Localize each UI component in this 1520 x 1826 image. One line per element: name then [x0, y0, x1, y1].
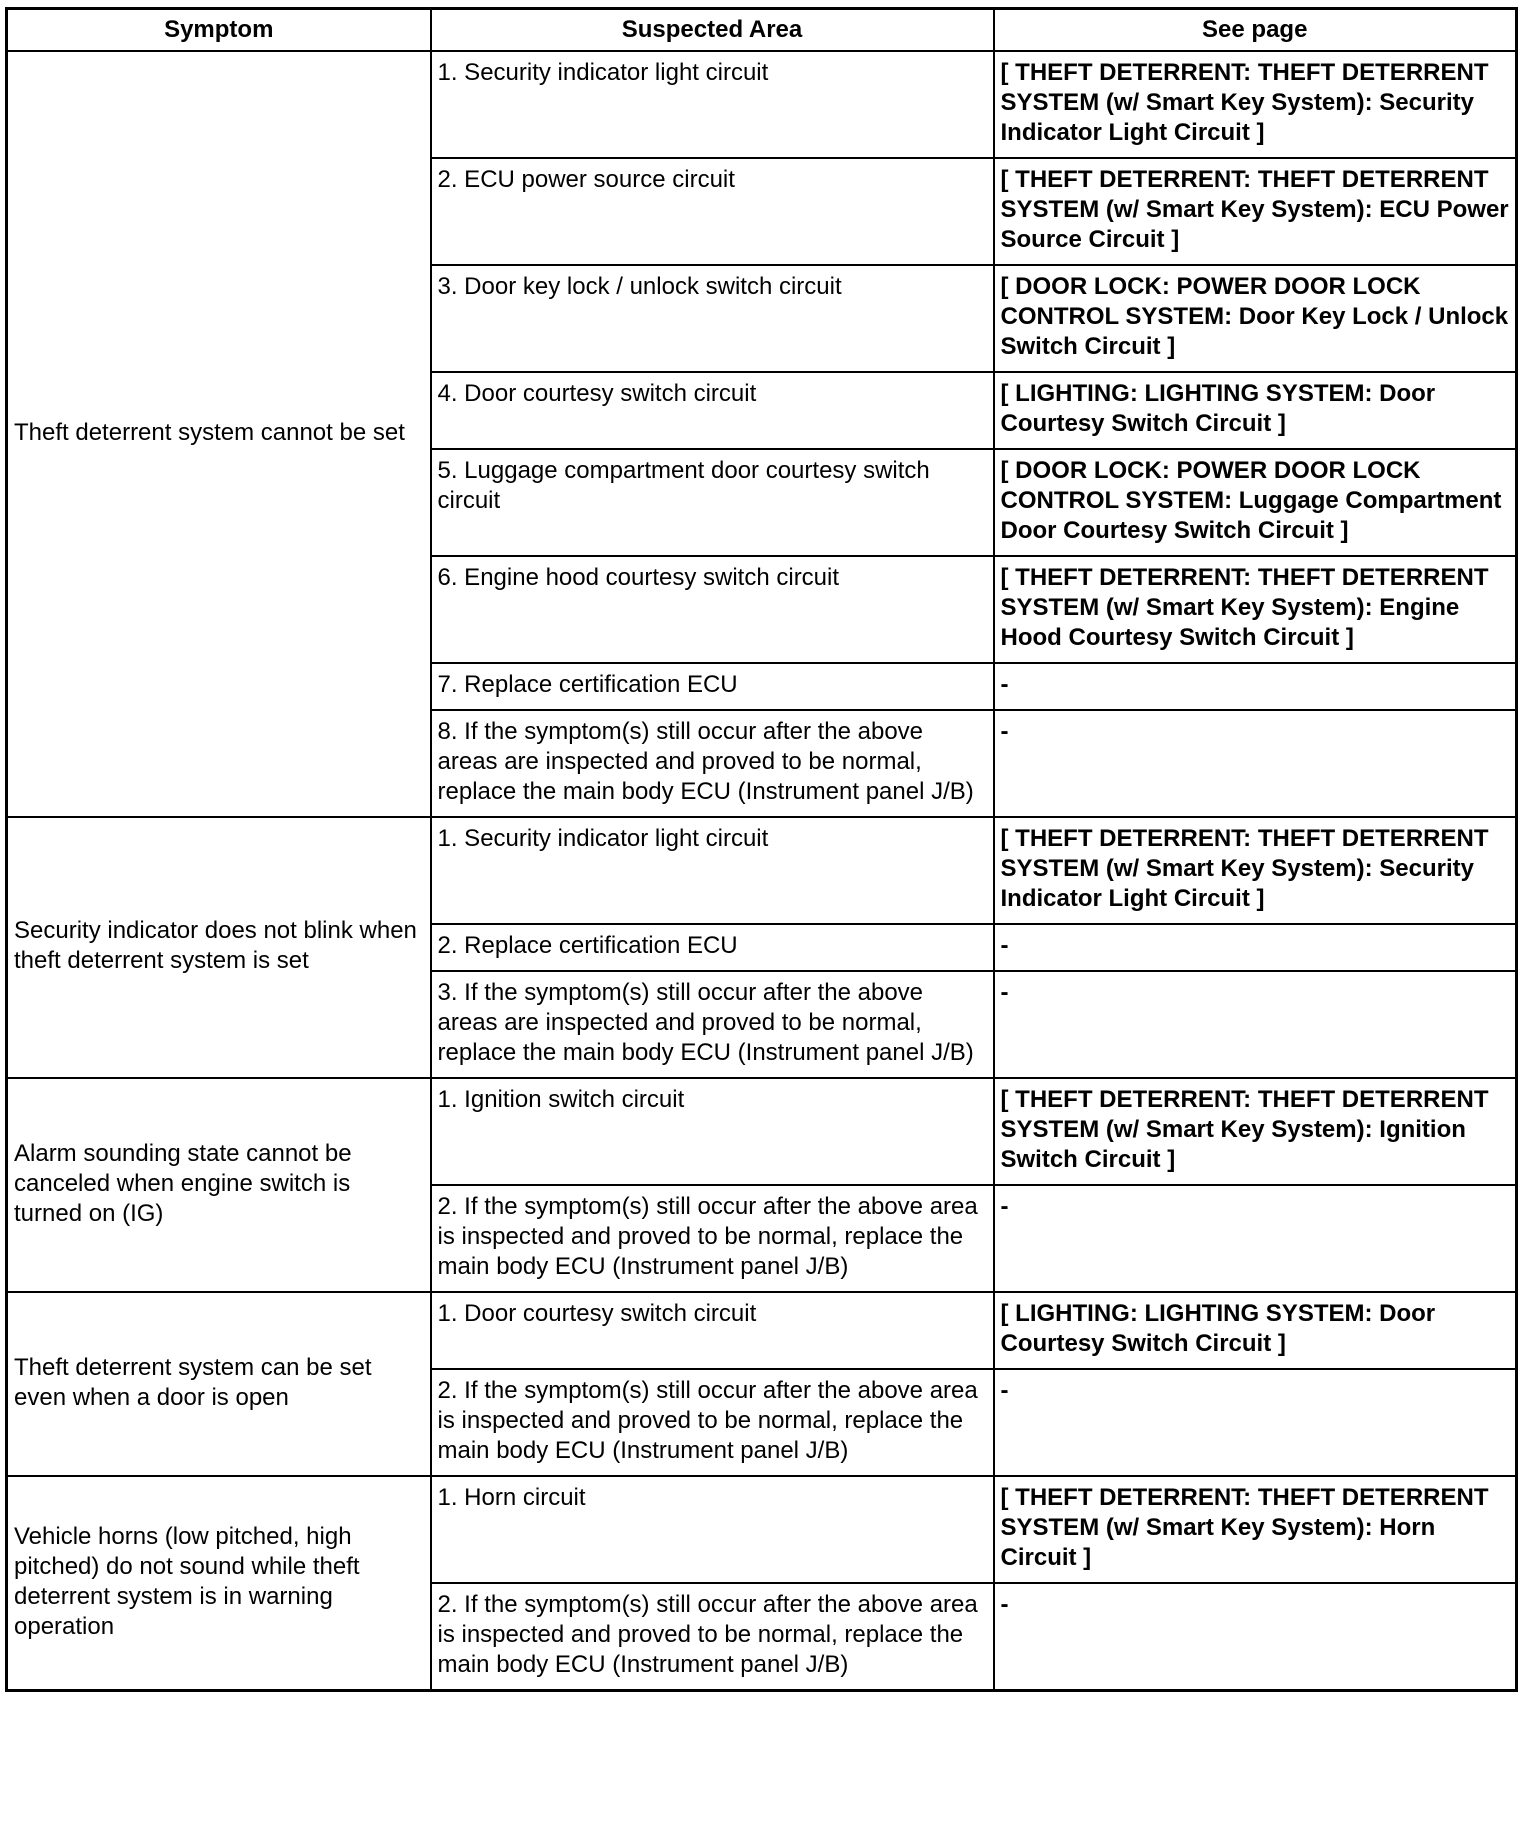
symptom-cell: Security indicator does not blink when theft deterrent system is set: [7, 817, 431, 1078]
see-page-cell: [ THEFT DETERRENT: THEFT DETERRENT SYSTEM (w/ Smart Key System): ECU Power Source Circuit ]: [994, 158, 1517, 265]
suspected-area-cell: 1. Horn circuit: [431, 1476, 994, 1583]
symptom-cell: Vehicle horns (low pitched, high pitched) do not sound while theft deterrent system is in warning operation: [7, 1476, 431, 1691]
symptom-cell: Alarm sounding state cannot be canceled when engine switch is turned on (IG): [7, 1078, 431, 1292]
header-row: [7, 9, 1517, 52]
see-page-cell: [ DOOR LOCK: POWER DOOR LOCK CONTROL SYSTEM: Door Key Lock / Unlock Switch Circuit ]: [994, 265, 1517, 372]
suspected-area-cell: 1. Ignition switch circuit: [431, 1078, 994, 1185]
suspected-area-cell: 3. Door key lock / unlock switch circuit: [431, 265, 994, 372]
suspected-area-cell: 1. Door courtesy switch circuit: [431, 1292, 994, 1369]
see-page-cell: -: [994, 1583, 1517, 1691]
see-page-cell: -: [994, 1185, 1517, 1292]
see-page-cell: [ THEFT DETERRENT: THEFT DETERRENT SYSTEM (w/ Smart Key System): Horn Circuit ]: [994, 1476, 1517, 1583]
suspected-area-cell: 5. Luggage compartment door courtesy switch circuit: [431, 449, 994, 556]
header-suspected-area: Suspected Area: [431, 9, 994, 52]
see-page-cell: [ LIGHTING: LIGHTING SYSTEM: Door Courtesy Switch Circuit ]: [994, 372, 1517, 449]
problem-symptoms-table-container: [5, 7, 1515, 1692]
suspected-area-cell: 2. ECU power source circuit: [431, 158, 994, 265]
see-page-cell: -: [994, 924, 1517, 971]
symptom-cell: Theft deterrent system cannot be set: [7, 51, 431, 817]
suspected-area-cell: 8. If the symptom(s) still occur after the above areas are inspected and proved to be normal, replace the main body ECU (Instrument panel J/B): [431, 710, 994, 817]
table-header: [7, 9, 1517, 52]
see-page-cell: [ DOOR LOCK: POWER DOOR LOCK CONTROL SYSTEM: Luggage Compartment Door Courtesy Switch Circuit ]: [994, 449, 1517, 556]
see-page-cell: [ THEFT DETERRENT: THEFT DETERRENT SYSTEM (w/ Smart Key System): Ignition Switch Circuit ]: [994, 1078, 1517, 1185]
suspected-area-cell: 1. Security indicator light circuit: [431, 51, 994, 158]
table-row: [7, 1292, 1517, 1369]
see-page-cell: -: [994, 710, 1517, 817]
header-see-page: See page: [994, 9, 1517, 52]
table-row: [7, 817, 1517, 924]
table-row: [7, 51, 1517, 158]
see-page-cell: -: [994, 663, 1517, 710]
header-symptom: Symptom: [7, 9, 431, 52]
suspected-area-cell: 4. Door courtesy switch circuit: [431, 372, 994, 449]
suspected-area-cell: 2. If the symptom(s) still occur after the above area is inspected and proved to be normal, replace the main body ECU (Instrument panel J/B): [431, 1583, 994, 1691]
suspected-area-cell: 2. If the symptom(s) still occur after the above area is inspected and proved to be normal, replace the main body ECU (Instrument panel J/B): [431, 1369, 994, 1476]
suspected-area-cell: 3. If the symptom(s) still occur after the above areas are inspected and proved to be normal, replace the main body ECU (Instrument panel J/B): [431, 971, 994, 1078]
problem-symptoms-table: [5, 7, 1518, 1692]
see-page-cell: [ THEFT DETERRENT: THEFT DETERRENT SYSTEM (w/ Smart Key System): Security Indicator Light Circuit ]: [994, 817, 1517, 924]
suspected-area-cell: 1. Security indicator light circuit: [431, 817, 994, 924]
see-page-cell: [ LIGHTING: LIGHTING SYSTEM: Door Courtesy Switch Circuit ]: [994, 1292, 1517, 1369]
symptom-cell: Theft deterrent system can be set even when a door is open: [7, 1292, 431, 1476]
see-page-cell: [ THEFT DETERRENT: THEFT DETERRENT SYSTEM (w/ Smart Key System): Security Indicator Light Circuit ]: [994, 51, 1517, 158]
table-body: [7, 51, 1517, 1691]
suspected-area-cell: 2. If the symptom(s) still occur after the above area is inspected and proved to be normal, replace the main body ECU (Instrument panel J/B): [431, 1185, 994, 1292]
suspected-area-cell: 7. Replace certification ECU: [431, 663, 994, 710]
see-page-cell: [ THEFT DETERRENT: THEFT DETERRENT SYSTEM (w/ Smart Key System): Engine Hood Courtesy Switch Circuit ]: [994, 556, 1517, 663]
see-page-cell: -: [994, 1369, 1517, 1476]
table-row: [7, 1078, 1517, 1185]
table-row: [7, 1476, 1517, 1583]
suspected-area-cell: 6. Engine hood courtesy switch circuit: [431, 556, 994, 663]
suspected-area-cell: 2. Replace certification ECU: [431, 924, 994, 971]
see-page-cell: -: [994, 971, 1517, 1078]
